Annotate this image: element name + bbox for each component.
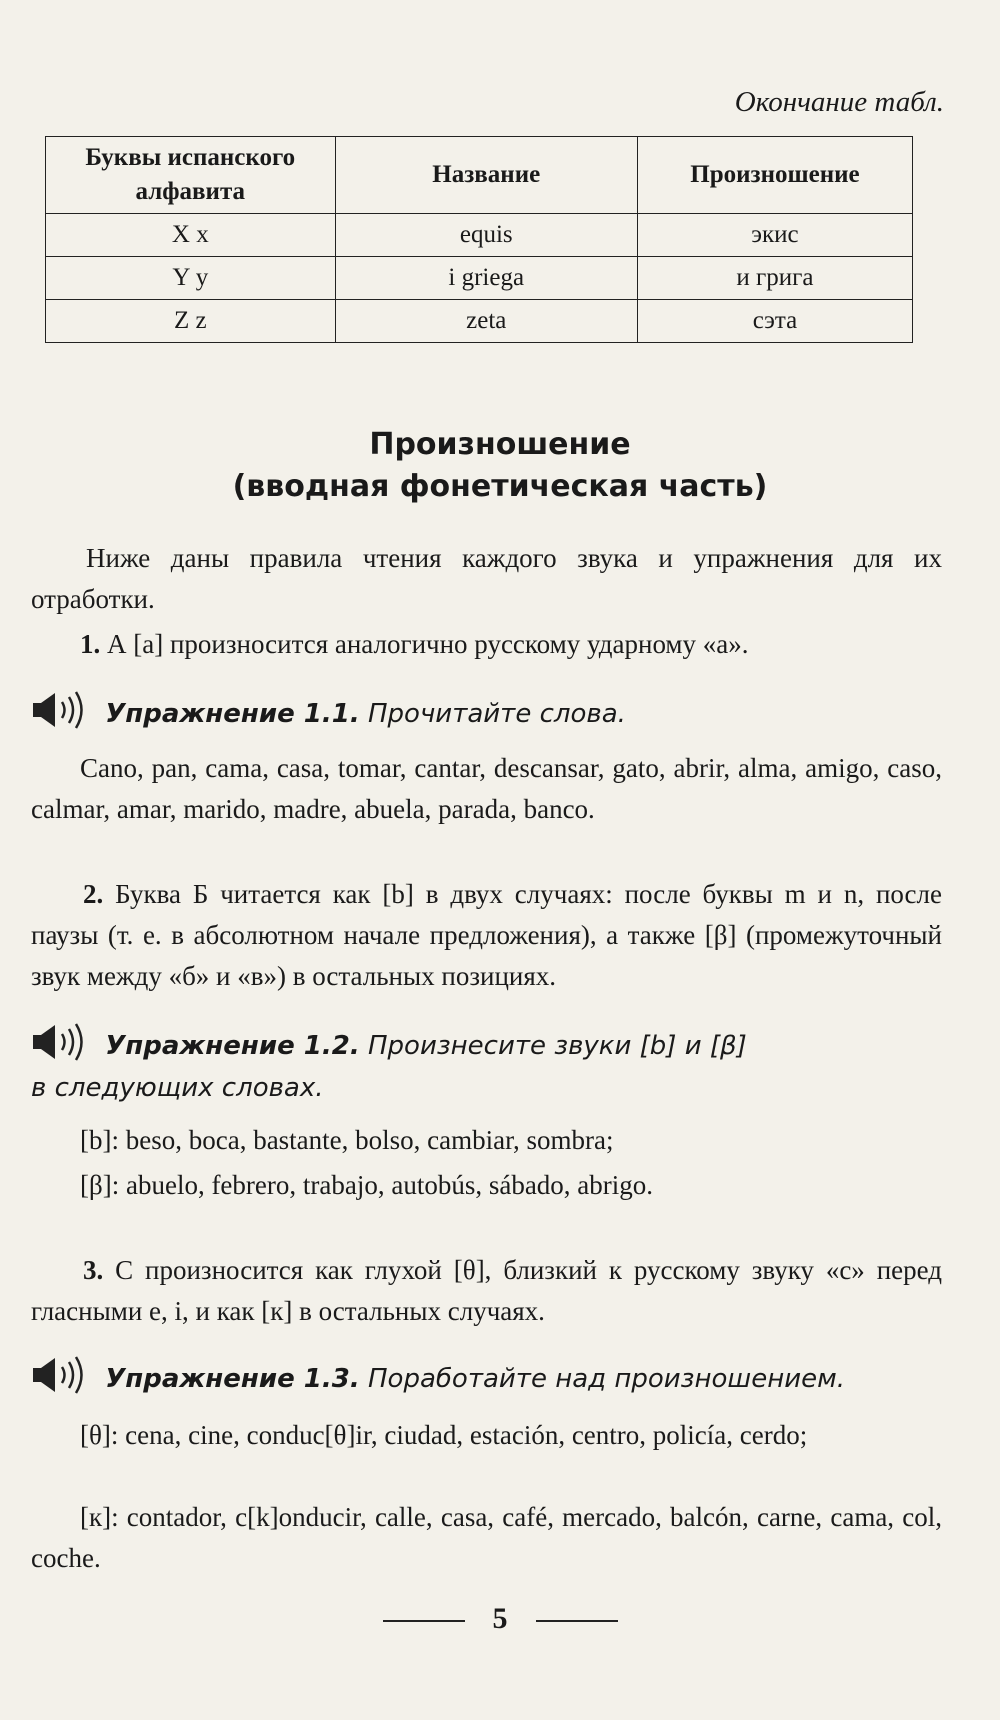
cell-name: i griega [335, 257, 637, 300]
rule-3 [31, 1250, 942, 1332]
exercise-3-theta-words: [θ]: cena, cine, conduc[θ]ir, ciudad, estación, centro, policía, cerdo; [80, 1420, 808, 1450]
rule-3-text: С произносится как глухой [θ], близкий к русскому звуку «с» перед гласными e, i, и как [к] в остальных случаях. [31, 1255, 942, 1326]
section-title [0, 424, 1000, 508]
page-footer [0, 1602, 1000, 1636]
rule-1 [80, 624, 942, 665]
cell-pronunciation: и грига [637, 257, 912, 300]
exercise-1-label: Упражнение 1.1. [105, 699, 360, 729]
exercise-2-instruction-line1: Произнесите звуки [b] и [β] [367, 1031, 747, 1061]
exercise-2-label: Упражнение 1.2. [105, 1031, 360, 1061]
page-number: 5 [492, 1602, 508, 1635]
cell-letter: Z z [46, 300, 336, 343]
table-header-row [46, 137, 913, 214]
intro-paragraph: Ниже даны правила чтения каждого звука и упражнения для их отработки. [31, 543, 942, 614]
table-row [46, 300, 913, 343]
speaker-icon[interactable] [31, 1355, 89, 1395]
cell-pronunciation: экис [637, 214, 912, 257]
alphabet-table [45, 136, 913, 343]
rule-1-text: А [а] произносится аналогично русскому ударному «а». [107, 629, 749, 659]
exercise-1-heading [31, 690, 951, 735]
section-title-line1: Произношение [369, 427, 631, 462]
rule-2-text: Буква Б читается как [b] в двух случаях: после буквы m и n, после паузы (т. е. в абсолютном начале предложения), а также [β] (промежуточный звук между «б» и «в») в остальных позициях. [31, 879, 943, 991]
rule-1-number: 1. [80, 629, 101, 659]
cell-name: zeta [335, 300, 637, 343]
header-pronunciation: Произношение [637, 137, 912, 214]
exercise-3-label: Упражнение 1.3. [105, 1364, 360, 1394]
speaker-icon[interactable] [31, 690, 89, 730]
cell-letter: X x [46, 214, 336, 257]
rule-3-number: 3. [83, 1255, 104, 1285]
table-row [46, 214, 913, 257]
section-title-line2: (вводная фонетическая часть) [232, 469, 768, 504]
table-caption: Окончание табл. [734, 86, 944, 118]
cell-pronunciation: сэта [637, 300, 912, 343]
exercise-1-words: Cano, pan, cama, casa, tomar, cantar, descansar, gato, abrir, alma, amigo, caso, calmar, amar, marido, madre, abuela, parada, banco. [31, 753, 942, 824]
exercise-2-instruction-line2: в следующих словах. [31, 1073, 324, 1103]
exercise-3-heading [31, 1355, 951, 1400]
header-letters: Буквы испанского алфавита [46, 137, 336, 214]
exercise-3-k-words: [к]: contador, c[k]onducir, calle, casa, café, mercado, balcón, carne, cama, col, coche. [31, 1502, 942, 1573]
exercise-3-instruction: Поработайте над произношением. [367, 1364, 845, 1394]
table-row [46, 257, 913, 300]
rule-2-number: 2. [83, 879, 104, 909]
rule-2 [31, 874, 942, 997]
exercise-1-instruction: Прочитайте слова. [367, 699, 626, 729]
exercise-2-b-words: [b]: beso, boca, bastante, bolso, cambiar, sombra; [80, 1125, 614, 1155]
footer-rule-left [383, 1620, 465, 1622]
exercise-2-beta-words: [β]: abuelo, febrero, trabajo, autobús, sábado, abrigo. [80, 1170, 654, 1200]
header-name: Название [335, 137, 637, 214]
exercise-2-heading [31, 1022, 951, 1109]
cell-name: equis [335, 214, 637, 257]
footer-rule-right [536, 1620, 618, 1622]
cell-letter: Y y [46, 257, 336, 300]
speaker-icon[interactable] [31, 1022, 89, 1062]
